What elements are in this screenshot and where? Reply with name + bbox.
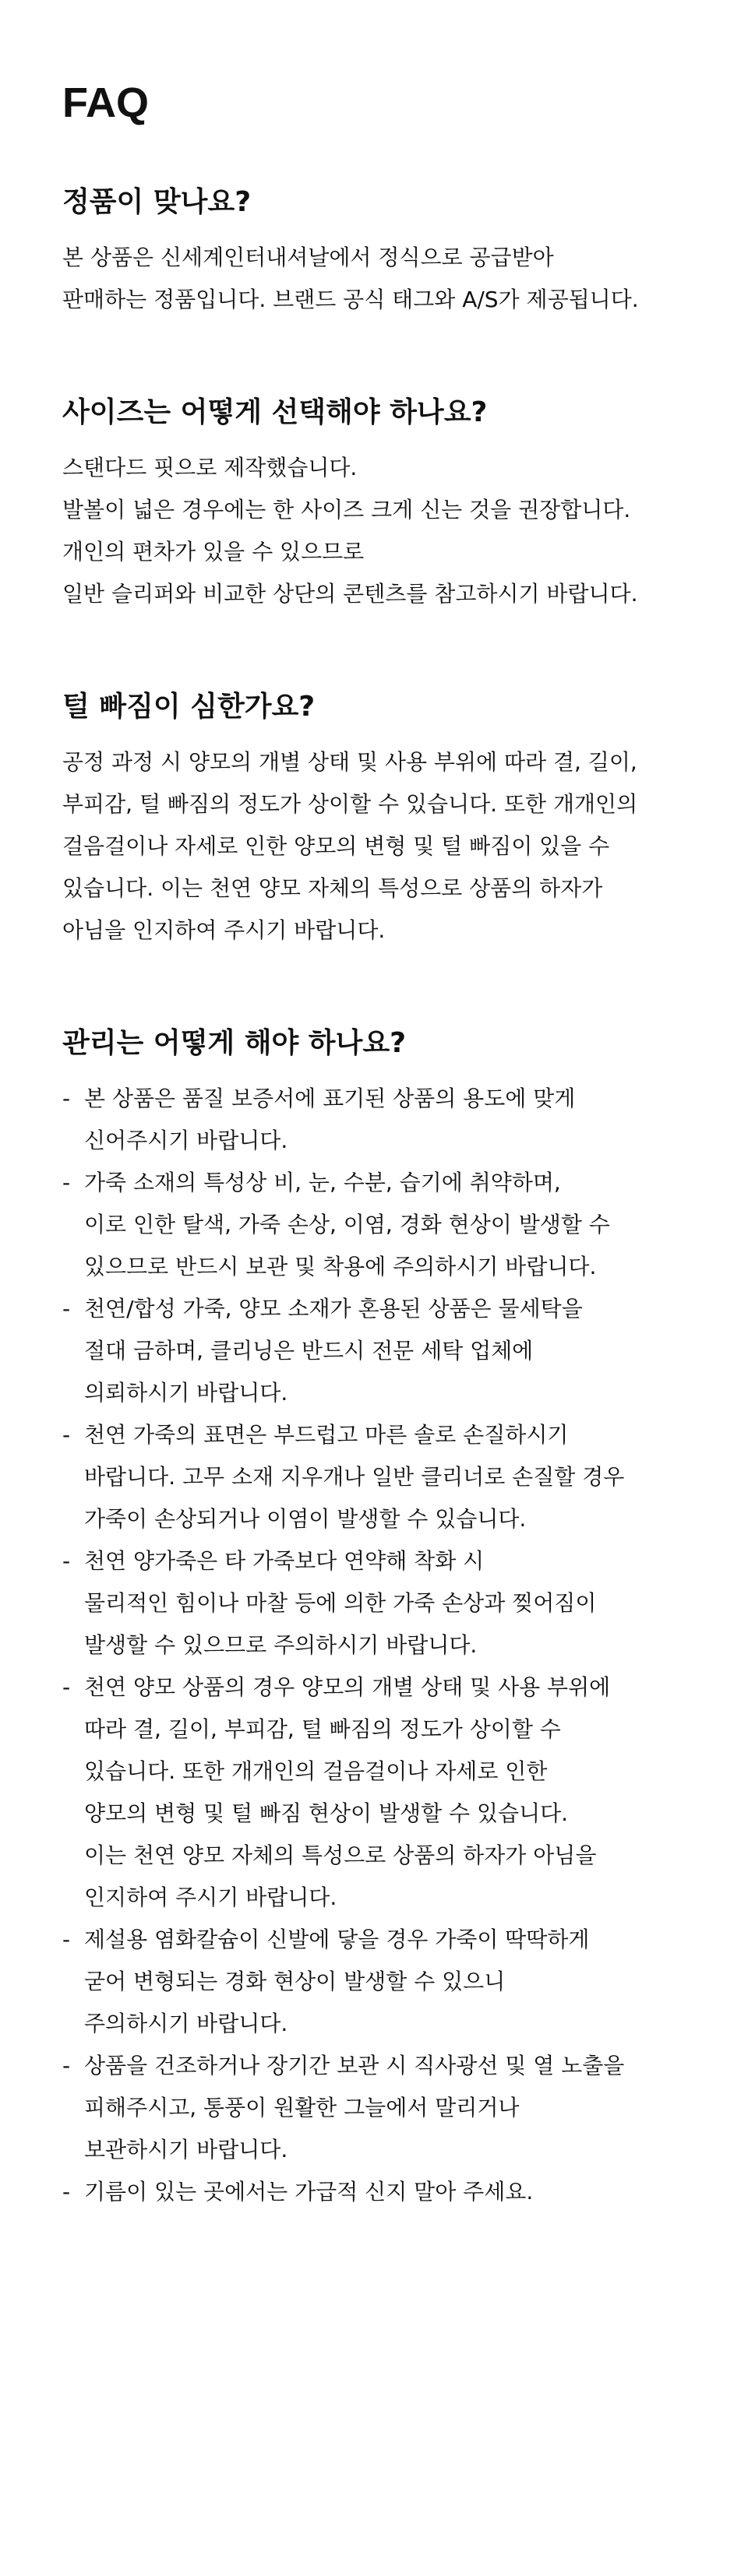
bullet-text: 양모의 변형 및 털 빠짐 현상이 발생할 수 있습니다. [84,1800,569,1826]
answer-line: 스탠다드 핏으로 제작했습니다. [62,455,358,480]
answer-line: 있습니다. 이는 천연 양모 자체의 특성으로 상품의 하자가 [62,875,603,901]
dash-marker: - [62,1674,71,1700]
bullet-first-line [62,1162,686,1204]
bullet-first-line [62,1288,686,1330]
list-item [62,1540,686,1666]
bullet-text: 인지하여 주시기 바랍니다. [84,1884,337,1910]
bullet-text: 천연 양모 상품의 경우 양모의 개별 상태 및 사용 부위에 [84,1674,611,1700]
bullet-text: 있으므로 반드시 보관 및 착용에 주의하시기 바랍니다. [84,1254,597,1279]
faq-question: 털 빠짐이 심한가요? [62,691,316,723]
bullet-first-line [62,2171,686,2213]
list-item [62,1666,686,1919]
faq-question: 사이즈는 어떻게 선택해야 하나요? [62,396,488,428]
bullet-text: 천연/합성 가죽, 양모 소재가 혼용된 상품은 물세탁을 [84,1296,583,1321]
answer-line: 부피감, 털 빠짐의 정도가 상이할 수 있습니다. 또한 개개인의 [62,791,638,817]
answer-line: 공정 과정 시 양모의 개별 상태 및 사용 부위에 따라 결, 길이, [62,749,637,775]
bullet-first-line [62,1666,686,1709]
faq-section-size [62,394,686,615]
faq-answer [62,447,686,615]
bullet-text: 가죽이 손상되거나 이염이 발생할 수 있습니다. [84,1506,527,1532]
care-instructions-list [62,1078,686,2213]
dash-marker: - [62,2053,71,2078]
bullet-text: 보관하시기 바랍니다. [84,2137,288,2163]
list-item [62,1288,686,1414]
bullet-text: 주의하시기 바랍니다. [84,2011,288,2036]
bullet-text: 천연 양가죽은 타 가죽보다 연약해 착화 시 [84,1548,485,1574]
dash-marker: - [62,1548,71,1574]
bullet-text: 바랍니다. 고무 소재 지우개나 일반 클리너로 손질할 경우 [84,1464,625,1490]
faq-section-care [62,1025,686,2213]
bullet-text: 굳어 변형되는 경화 현상이 발생할 수 있으니 [84,1969,506,1994]
answer-line: 걸음걸이나 자세로 인한 양모의 변형 및 털 빠짐이 있을 수 [62,833,610,859]
page-title: FAQ [62,79,150,126]
bullet-text: 발생할 수 있으므로 주의하시기 바랍니다. [84,1632,478,1658]
dash-marker: - [62,1086,71,1111]
dash-marker: - [62,1927,71,1952]
bullet-text: 의뢰하시기 바랍니다. [84,1380,288,1406]
bullet-text: 피해주시고, 통풍이 원활한 그늘에서 말리거나 [84,2095,520,2120]
faq-question: 관리는 어떻게 해야 하나요? [62,1027,407,1059]
bullet-text: 신어주시기 바랍니다. [84,1128,288,1153]
answer-line: 개인의 편차가 있을 수 있으므로 [62,539,365,565]
answer-line: 발볼이 넓은 경우에는 한 사이즈 크게 신는 것을 권장합니다. [62,497,631,523]
bullet-text: 물리적인 힘이나 마찰 등에 의한 가죽 손상과 찢어짐이 [84,1590,597,1616]
list-item [62,1414,686,1540]
bullet-first-line [62,2045,686,2087]
bullet-text: 있습니다. 또한 개개인의 걸음걸이나 자세로 인한 [84,1758,548,1784]
faq-question: 정품이 맞나요? [62,186,252,218]
bullet-text: 이로 인한 탈색, 가죽 손상, 이염, 경화 현상이 발생할 수 [84,1212,610,1237]
faq-answer [62,237,686,321]
list-item [62,2171,686,2213]
faq-section-shedding [62,688,686,952]
bullet-text: 가죽 소재의 특성상 비, 눈, 수분, 습기에 취약하며, [84,1170,561,1195]
answer-line: 본 상품은 신세계인터내셔날에서 정식으로 공급받아 [62,245,554,270]
bullet-text: 제설용 염화칼슘이 신발에 닿을 경우 가죽이 딱딱하게 [84,1927,590,1952]
bullet-first-line [62,1414,686,1456]
dash-marker: - [62,1170,71,1195]
bullet-text: 이는 천연 양모 자체의 특성으로 상품의 하자가 아님을 [84,1842,597,1868]
answer-line: 판매하는 정품입니다. 브랜드 공식 태그와 A/S가 제공됩니다. [62,287,639,312]
dash-marker: - [62,1296,71,1321]
dash-marker: - [62,1422,71,1448]
list-item [62,1919,686,2045]
list-item [62,2045,686,2171]
bullet-text: 상품을 건조하거나 장기간 보관 시 직사광선 및 열 노출을 [84,2053,625,2078]
bullet-text: 천연 가죽의 표면은 부드럽고 마른 솔로 손질하시기 [84,1422,569,1448]
answer-line: 일반 슬리퍼와 비교한 상단의 콘텐츠를 참고하시기 바랍니다. [62,581,638,607]
list-item [62,1078,686,1162]
dash-marker: - [62,2179,71,2205]
bullet-text: 기름이 있는 곳에서는 가급적 신지 말아 주세요. [84,2179,534,2205]
faq-answer [62,741,686,952]
bullet-first-line [62,1078,686,1120]
bullet-text: 절대 금하며, 클리닝은 반드시 전문 세탁 업체에 [84,1338,534,1364]
list-item [62,1162,686,1288]
answer-line: 아님을 인지하여 주시기 바랍니다. [62,917,386,943]
bullet-first-line [62,1919,686,1961]
bullet-text: 본 상품은 품질 보증서에 표기된 상품의 용도에 맞게 [84,1086,576,1111]
faq-section-authenticity [62,184,686,321]
bullet-first-line [62,1540,686,1582]
bullet-text: 따라 결, 길이, 부피감, 털 빠짐의 정도가 상이할 수 [84,1716,561,1742]
